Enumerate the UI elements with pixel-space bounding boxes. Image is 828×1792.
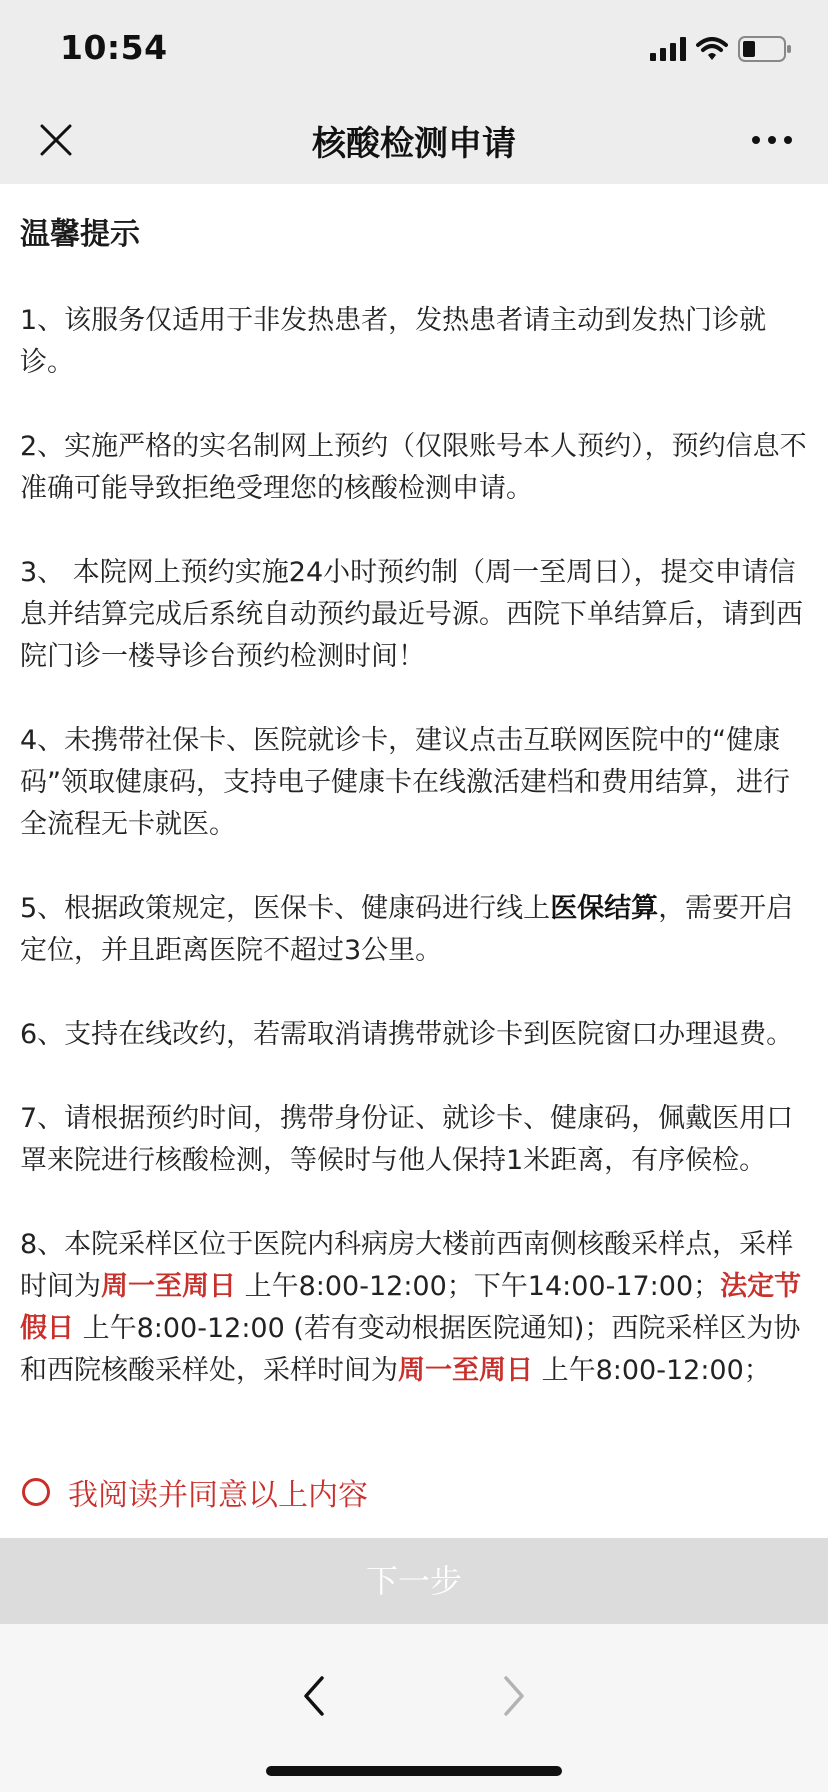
- nav-bar: [0, 100, 828, 184]
- agreement-label[interactable]: 我阅读并同意以上内容: [68, 1478, 368, 1513]
- status-icons: [650, 34, 792, 64]
- status-time: 10:54: [60, 28, 168, 67]
- chevron-left-icon[interactable]: [296, 1672, 332, 1720]
- status-bar: [0, 0, 828, 100]
- battery-icon: [738, 36, 792, 62]
- notice-item-8-text-4: 上午8:00-12:00；: [533, 1355, 771, 1386]
- notice-title: 温馨提示: [20, 217, 140, 252]
- bottom-nav-bar: [0, 1624, 828, 1792]
- notice-item-1: 1、该服务仅适用于非发热患者，发热患者请主动到发热门诊就诊。: [20, 305, 767, 378]
- notice-item-4: 4、未携带社保卡、医院就诊卡，建议点击互联网医院中的“健康码”领取健康码，支持电子健康卡在线激活建档和费用结算，进行全流程无卡就医。: [20, 725, 790, 840]
- signal-icon: [650, 37, 686, 61]
- notice-item-8-highlight-3: 周一至周日: [398, 1355, 533, 1386]
- notice-item-8-text-1: 8、本院采样区位于医院内科病房大楼前西南侧核酸采样点，采样时间为: [20, 1229, 794, 1302]
- notice-item-5: [20, 888, 808, 972]
- chevron-right-icon[interactable]: [496, 1672, 532, 1720]
- notice-item-8-highlight-2: 法定节假日: [20, 1271, 802, 1344]
- agreement-radio-icon[interactable]: [22, 1478, 50, 1506]
- notice-item-8: [20, 1224, 808, 1392]
- notice-item-5-text-end: ，需要开启定位，并且距离医院不超过3公里。: [20, 893, 794, 966]
- page-title: 核酸检测申请: [312, 124, 516, 164]
- wifi-icon: [696, 37, 728, 61]
- notice-content[interactable]: [0, 184, 828, 1446]
- notice-item-7: 7、请根据预约时间，携带身份证、就诊卡、健康码，佩戴医用口罩来院进行核酸检测，等候时与他人保持1米距离，有序候检。: [20, 1103, 794, 1176]
- more-icon[interactable]: [750, 128, 794, 152]
- notice-item-8-text-3: 上午8:00-12:00 (若有变动根据医院通知)；西院采样区为协和西院核酸采样处，采样时间为: [20, 1313, 801, 1386]
- home-indicator: [266, 1766, 562, 1776]
- notice-item-5-bold: 医保结算: [550, 893, 659, 924]
- notice-item-3: 3、 本院网上预约实施24小时预约制（周一至周日），提交申请信息并结算完成后系统自动预约最近号源。西院下单结算后，请到西院门诊一楼导诊台预约检测时间！: [20, 557, 803, 672]
- notice-item-8-text-2: 上午8:00-12:00；下午14:00-17:00；: [236, 1271, 721, 1302]
- notice-item-8-highlight-1: 周一至周日: [101, 1271, 236, 1302]
- notice-item-6: 6、支持在线改约，若需取消请携带就诊卡到医院窗口办理退费。: [20, 1019, 794, 1050]
- agreement-checkbox-row[interactable]: [0, 1446, 828, 1538]
- notice-item-5-text: 5、根据政策规定，医保卡、健康码进行线上: [20, 893, 551, 924]
- next-step-button[interactable]: 下一步: [0, 1538, 828, 1624]
- notice-item-2: 2、实施严格的实名制网上预约（仅限账号本人预约），预约信息不准确可能导致拒绝受理您的核酸检测申请。: [20, 431, 807, 504]
